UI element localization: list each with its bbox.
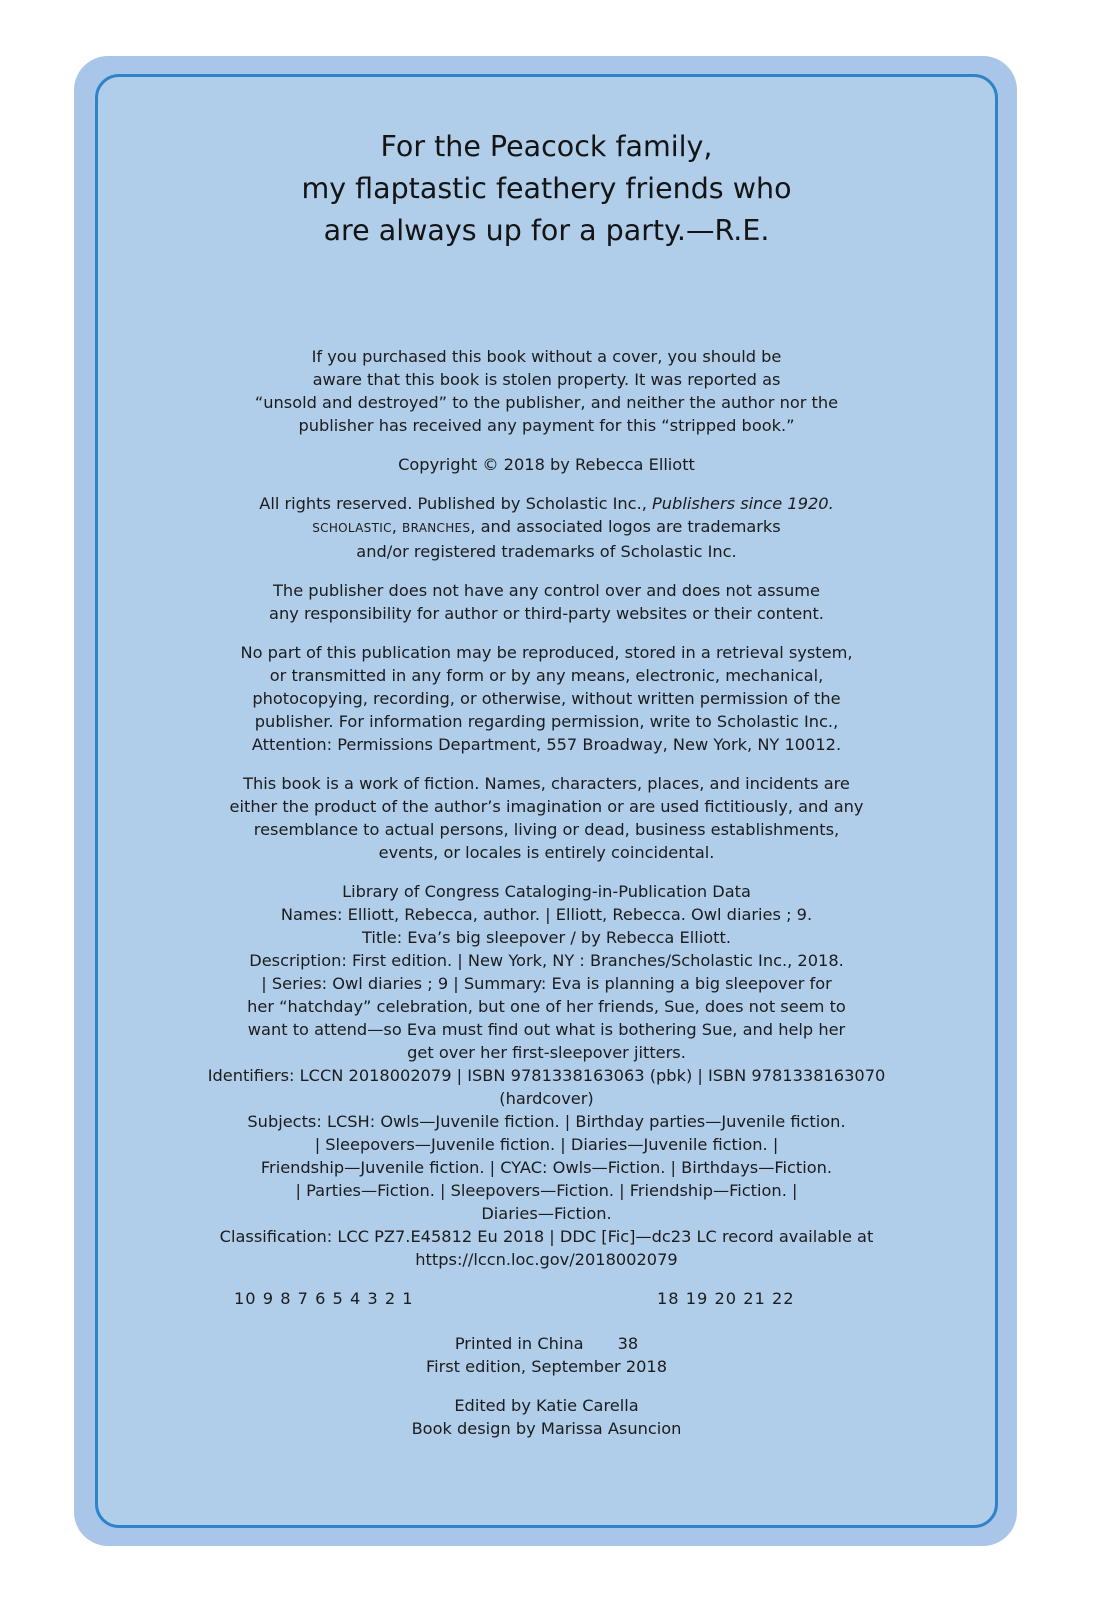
lccn-url: https://lccn.loc.gov/2018002079: [415, 1250, 678, 1269]
cip-line: | Parties—Fiction. | Sleepovers—Fiction. | Friendship—Fiction. |: [295, 1181, 798, 1200]
copyright-text-line: Copyright © 2018 by Rebecca Elliott: [398, 455, 695, 474]
rights-notice: [95, 492, 998, 563]
cataloging-data: [95, 880, 998, 1271]
printing-year-numbers: 18 19 20 21 22: [657, 1289, 795, 1308]
dedication-line: my flaptastic feathery friends who: [301, 172, 792, 205]
notice-line: publisher has received any payment for this “stripped book.”: [298, 416, 795, 435]
notice-line: or transmitted in any form or by any means, electronic, mechanical,: [269, 666, 824, 685]
notice-line: resemblance to actual persons, living or dead, business establishments,: [253, 820, 840, 839]
scholastic-trademark: SCHOLASTIC: [312, 521, 392, 535]
trademark-line: [95, 515, 998, 540]
separator: ,: [391, 517, 403, 536]
publishers-since-text: Publishers since 1920.: [652, 494, 834, 513]
dedication: [95, 126, 998, 252]
trademark-text: , and associated logos are trademarks: [470, 517, 781, 536]
notice-line: “unsold and destroyed” to the publisher, and neither the author nor the: [254, 393, 839, 412]
cip-line: Title: Eva’s big sleepover / by Rebecca Elliott.: [362, 928, 731, 947]
cip-line: | Series: Owl diaries ; 9 | Summary: Eva is planning a big sleepover for: [261, 974, 832, 993]
notice-line: If you purchased this book without a cover, you should be: [311, 347, 782, 366]
copyright-line: [95, 453, 998, 476]
cip-line: (hardcover): [499, 1089, 594, 1108]
printing-line-numbers: 10 9 8 7 6 5 4 3 2 1: [234, 1289, 414, 1308]
notice-line: This book is a work of fiction. Names, characters, places, and incidents are: [243, 774, 850, 793]
notice-line: any responsibility for author or third-party websites or their content.: [269, 604, 824, 623]
printed-place: Printed in China: [454, 1334, 584, 1353]
notice-line: either the product of the author’s imagination or are used fictitiously, and any: [229, 797, 864, 816]
editor-credit: Edited by Katie Carella: [454, 1396, 639, 1415]
cip-line: Subjects: LCSH: Owls—Juvenile fiction. | Birthday parties—Juvenile fiction.: [247, 1112, 846, 1131]
design-credit: Book design by Marissa Asuncion: [411, 1419, 682, 1438]
notice-line: events, or locales is entirely coincidental.: [378, 843, 715, 862]
notice-line: No part of this publication may be reproduced, stored in a retrieval system,: [240, 643, 853, 662]
dedication-line: are always up for a party.—R.E.: [323, 214, 770, 247]
notice-line: publisher. For information regarding permission, write to Scholastic Inc.,: [254, 712, 839, 731]
cip-line: Diaries—Fiction.: [481, 1204, 612, 1223]
cip-line: Friendship—Juvenile fiction. | CYAC: Owls—Fiction. | Birthdays—Fiction.: [260, 1158, 833, 1177]
edition-line: First edition, September 2018: [425, 1357, 668, 1376]
notice-line: aware that this book is stolen property. It was reported as: [312, 370, 781, 389]
notice-line: Attention: Permissions Department, 557 Broadway, New York, NY 10012.: [251, 735, 842, 754]
credits: [95, 1394, 998, 1440]
printing-numbers: [95, 1287, 998, 1310]
cip-line: her “hatchday” celebration, but one of her friends, Sue, does not seem to: [247, 997, 846, 1016]
dedication-line: For the Peacock family,: [380, 130, 713, 163]
notice-line: photocopying, recording, or otherwise, without written permission of the: [252, 689, 841, 708]
cip-line: Library of Congress Cataloging-in-Publication Data: [342, 882, 751, 901]
reproduction-notice: [95, 641, 998, 756]
cip-line: get over her first-sleepover jitters.: [407, 1043, 686, 1062]
stripped-book-notice: [95, 345, 998, 437]
trademark-line-2: and/or registered trademarks of Scholastic Inc.: [356, 542, 737, 561]
notice-line: The publisher does not have any control over and does not assume: [273, 581, 820, 600]
printed-info: [95, 1332, 998, 1378]
printed-number: 38: [617, 1334, 639, 1353]
cip-line: | Sleepovers—Juvenile fiction. | Diaries—Juvenile fiction. |: [314, 1135, 779, 1154]
cip-line: Classification: LCC PZ7.E45812 Eu 2018 | DDC [Fic]—dc23 LC record available at: [219, 1227, 874, 1246]
printed-line: [95, 1332, 998, 1355]
websites-notice: [95, 579, 998, 625]
branches-trademark: BRANCHES: [402, 521, 471, 535]
rights-text: All rights reserved. Published by Scholastic Inc.,: [259, 494, 653, 513]
fiction-notice: [95, 772, 998, 864]
copyright-text: [95, 345, 998, 1456]
cip-line: Names: Elliott, Rebecca, author. | Elliott, Rebecca. Owl diaries ; 9.: [280, 905, 813, 924]
cip-line: want to attend—so Eva must find out what is bothering Sue, and help her: [247, 1020, 846, 1039]
cip-line: Identifiers: LCCN 2018002079 | ISBN 9781338163063 (pbk) | ISBN 9781338163070: [207, 1066, 886, 1085]
rights-line: [95, 492, 998, 515]
cip-line: Description: First edition. | New York, NY : Branches/Scholastic Inc., 2018.: [249, 951, 844, 970]
